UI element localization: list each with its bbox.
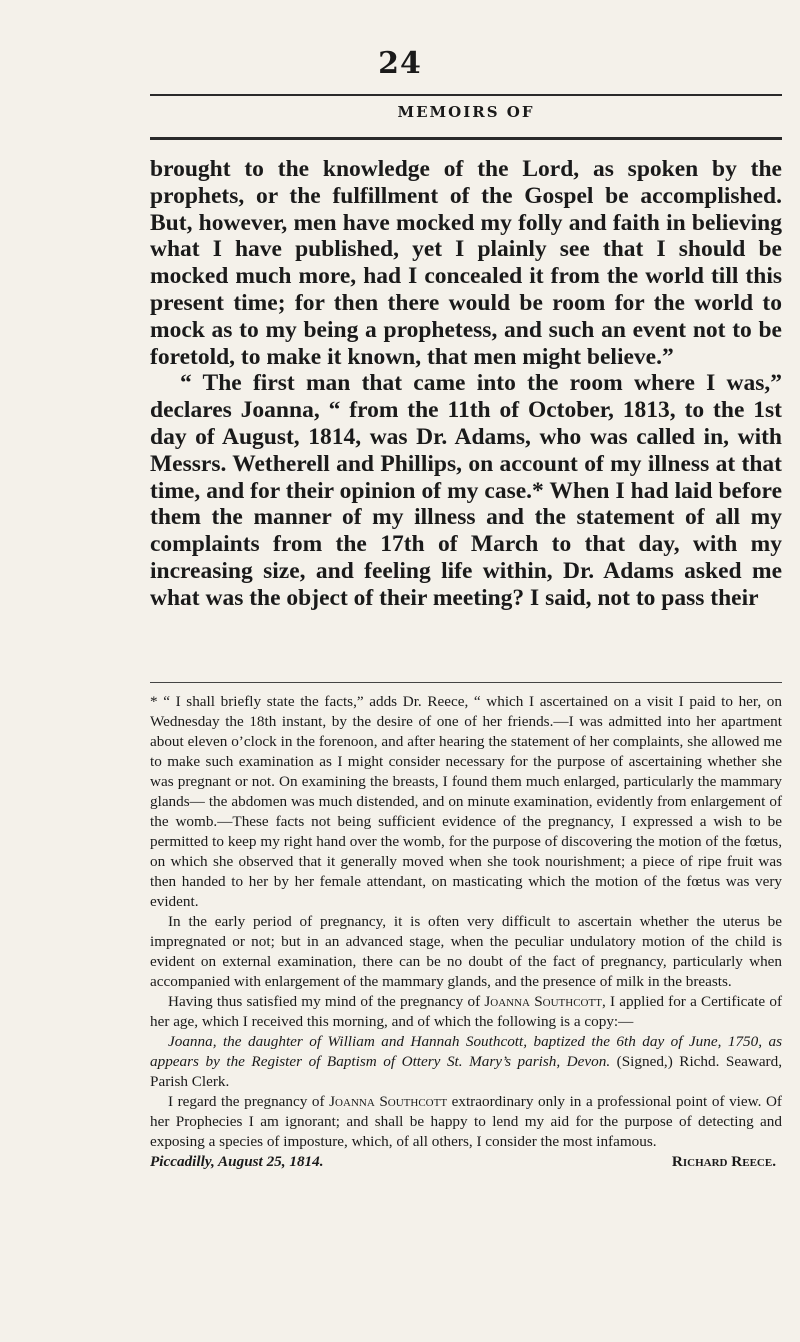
main-text — [150, 156, 782, 612]
page-number: 24 — [378, 46, 422, 81]
footnote — [150, 692, 782, 1172]
main-paragraph-2: “ The first man that came into the room where I was,” declares Joanna, “ from the 11th of October, 1813, to the 1st day of August, 1814, was Dr. Adams, who was called in, with Messrs. Wetherell and Phillips, on account of my illness at that time, and for their opinion of my case.* When I had laid before them the manner of my illness and the statement of all my complaints from the 17th of March to that day, with my increasing size, and feeling life within, Dr. Adams asked me what was the object of their meeting? I said, not to pass their — [150, 370, 782, 611]
running-head: MEMOIRS OF — [397, 103, 535, 121]
footnote-p4-text-b: extraordinary only in a professional point of view. Of her Prophecies I am ignorant; and shall be happy to lend my aid for the purpose of detecting and exposing a species of imposture, which, of all others, I consider the most infamous. — [150, 1093, 782, 1150]
certificate-signature: (Signed,) Richd. Seaward, Parish Clerk. — [150, 1053, 783, 1090]
footnote-p3-text-b: , I applied for a Certificate of her age, which I received this morning, and of which the following is a copy:— — [150, 993, 783, 1030]
footnote-paragraph-1: * “ I shall briefly state the facts,” adds Dr. Reece, “ which I ascertained on a visit I paid to her, on Wednesday the 18th instant, by the desire of one of her friends.—I was admitted into her apartment about eleven o’clock in the forenoon, and after hearing the statement of her complaints, she allowed me to make such examination as I might consider necessary for the purpose of ascertaining whether she was pregnant or not. On examining the breasts, I found them much enlarged, particularly the mammary glands— the abdomen was much distended, and on minute examination, evidently from enlargement of the womb.—These facts not being sufficient evidence of the pregnancy, I expressed a wish to be permitted to keep my right hand over the womb, for the purpose of discovering the motion of the fœtus, on which she observed that it generally moved when she took nourishment; a piece of ripe fruit was then handed to her by her female attendant, on masticating which the motion of the fœtus was very evident. — [150, 693, 782, 910]
certificate-body: Joanna, the daughter of William and Hannah Southcott, baptized the 6th day of June, 1750, as appears by the Register of Baptism of Ottery St. Mary’s parish, Devon. — [150, 1033, 782, 1070]
footnote-p3-name: Joanna Southcott — [484, 993, 602, 1010]
footnote-paragraph-2: In the early period of pregnancy, it is often very difficult to ascertain whether the uterus be impregnated or not; but in an advanced stage, when the peculiar undulatory motion of the child is evident on external examination, there can be no doubt of the fact of pregnancy, particularly when accompanied with enlargement of the mammary glands, and the presence of milk in the breasts. — [150, 913, 782, 990]
signature-row — [150, 1152, 782, 1172]
footnote-p4-text-a: I regard the pregnancy of — [168, 1093, 330, 1110]
header-rule-top — [150, 94, 782, 96]
footnote-p4-name: Joanna Southcott — [329, 1093, 448, 1110]
footnote-p3-text-a: Having thus satisfied my mind of the pregnancy of — [168, 993, 485, 1010]
main-paragraph-1: brought to the knowledge of the Lord, as spoken by the prophets, or the fulfillment of the Gospel be accomplished. But, however, men have mocked my folly and faith in believing what I have published, yet I plainly see that I should be mocked much more, had I concealed it from the world till this present time; for then there would be room for the world to mock as to my being a prophetess, and such an event not to be foretold, to make it known, that men might believe.” — [150, 156, 782, 370]
footnote-rule — [150, 682, 782, 683]
letter-author: Richard Reece. — [671, 1153, 776, 1170]
header-rule-bottom — [150, 137, 782, 140]
certificate-text — [150, 1032, 782, 1092]
footnote-paragraph-4 — [150, 1092, 782, 1152]
letter-date: Piccadilly, August 25, 1814. — [150, 1153, 324, 1170]
footnote-paragraph-3 — [150, 992, 782, 1032]
